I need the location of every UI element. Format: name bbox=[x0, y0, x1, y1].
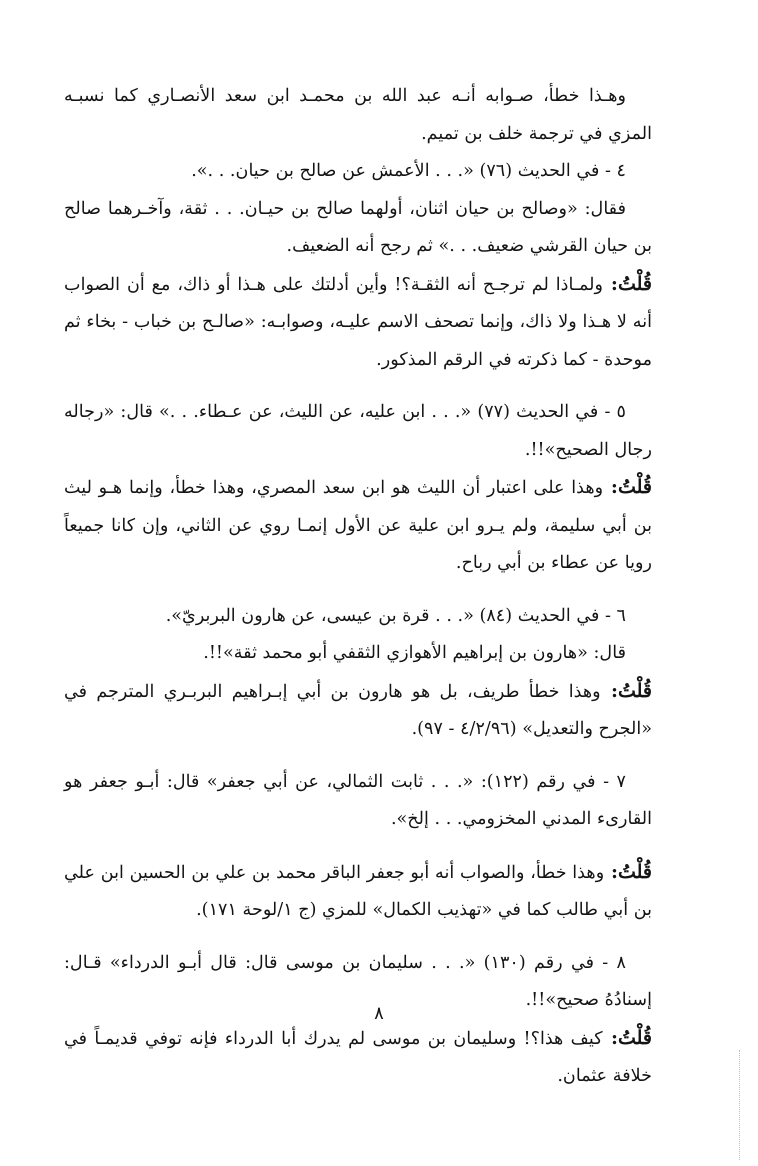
paragraph bbox=[64, 673, 652, 749]
paragraph bbox=[64, 764, 652, 839]
qult-label: قُلْتُ: bbox=[604, 860, 652, 883]
paragraph bbox=[64, 1020, 652, 1096]
paragraph-text: وهذا خطأ طريف، بل هو هارون بن أبي إبـراهيم البربـري المترجم في «الجرح والتعديل» (٤/٢/٩٦ - ٩٧). bbox=[64, 681, 652, 739]
paragraph bbox=[64, 469, 652, 583]
scan-edge-divider bbox=[739, 1050, 740, 1160]
paragraph-text: في الحديث (٧٧) «. . . ابن عليه، عن الليث، عن عـطاء. . .» قال: «رجاله رجال الصحيح»!!. bbox=[64, 402, 652, 460]
paragraph-text: في رقم (١٣٠) «. . . سليمان بن موسى قال: قال أبـو الدرداء» قـال: إسنادُهُ صحيح»!!. bbox=[64, 952, 652, 1010]
paragraph-text: في الحديث (٧٦) «. . . الأعمش عن صالح بن حيان. . .». bbox=[191, 161, 600, 181]
paragraph bbox=[64, 635, 652, 673]
paragraph bbox=[64, 78, 652, 153]
paragraph bbox=[64, 598, 652, 636]
qult-label: قُلْتُ: bbox=[602, 1026, 652, 1049]
item-number: ٨ - bbox=[594, 952, 626, 973]
item-number: ٤ - bbox=[599, 161, 626, 181]
item-number: ٦ - bbox=[599, 605, 626, 626]
paragraph-text: وهذا خطأ، والصواب أنه أبو جعفر الباقر محمد بن علي بن الحسين ابن علي بن أبي طالب كما في «تهذيب الكمال» للمزي (ج ١/لوحة ١٧١). bbox=[64, 862, 652, 920]
paragraph-text: في رقم (١٢٢): «. . . ثابت الثمالي، عن أبي جعفر» قال: أبـو جعفر هو القارىء المدني المخزومي. . . إلخ». bbox=[64, 771, 652, 829]
paragraph bbox=[64, 854, 652, 930]
page-number: ٨ bbox=[374, 1003, 384, 1024]
paragraph-text: وهذا على اعتبار أن الليث هو ابن سعد المصري، وهذا خطأ، وإنما هـو ليث بن أبي سليمة، ولم يـرو ابن علية عن الأول إنمـا روي عن الثاني، وإن كانا جميعاً رويا عن عطاء بن أبي رباح. bbox=[64, 478, 652, 573]
paragraph-text: في الحديث (٨٤) «. . . قرة بن عيسى، عن هارون البربريّ». bbox=[165, 605, 600, 626]
qult-label: قُلْتُ: bbox=[603, 272, 652, 295]
paragraph-text: فقال: «وصالح بن حيان اثنان، أولهما صالح بن حيـان. . . ثقة، وآخـرهما صالح بن حيان القرشي ضعيف. . .» ثم رجح أنه الضعيف. bbox=[64, 198, 652, 256]
item-number: ٥ - bbox=[598, 402, 626, 422]
qult-label: قُلْتُ: bbox=[603, 476, 652, 498]
paragraph bbox=[64, 153, 652, 191]
paragraph-text: قال: «هارون بن إبراهيم الأهوازي الثقفي أبو محمد ثقة»!!. bbox=[203, 643, 626, 663]
paragraph-text: وهـذا خطأ، صـوابه أنـه عبد الله بن محمـد ابن سعد الأنصـاري كما نسبـه المزي في ترجمة خلف بن تميم. bbox=[64, 86, 652, 144]
paragraph-text: كيف هذا؟! وسليمان بن موسى لم يدرك أبا الدرداء فإنه توفي قديمـاً في خلافة عثمان. bbox=[64, 1028, 652, 1086]
item-number: ٧ - bbox=[595, 771, 626, 792]
paragraph bbox=[64, 394, 652, 469]
paragraph bbox=[64, 266, 652, 380]
page-text bbox=[64, 78, 652, 1096]
paragraph-text: ولمـاذا لم ترجـح أنه الثقـة؟! وأين أدلتك على هـذا أو ذاك، مع أن الصواب أنه لا هـذا ولا ذاك، وإنما تصحف الاسم عليـه، وصوابـه: «صالـح بن خباب - بخاء ثم موحدة - كما ذكرته في الرقم المذكور. bbox=[64, 274, 652, 370]
qult-label: قُلْتُ: bbox=[600, 679, 652, 702]
paragraph bbox=[64, 191, 652, 266]
